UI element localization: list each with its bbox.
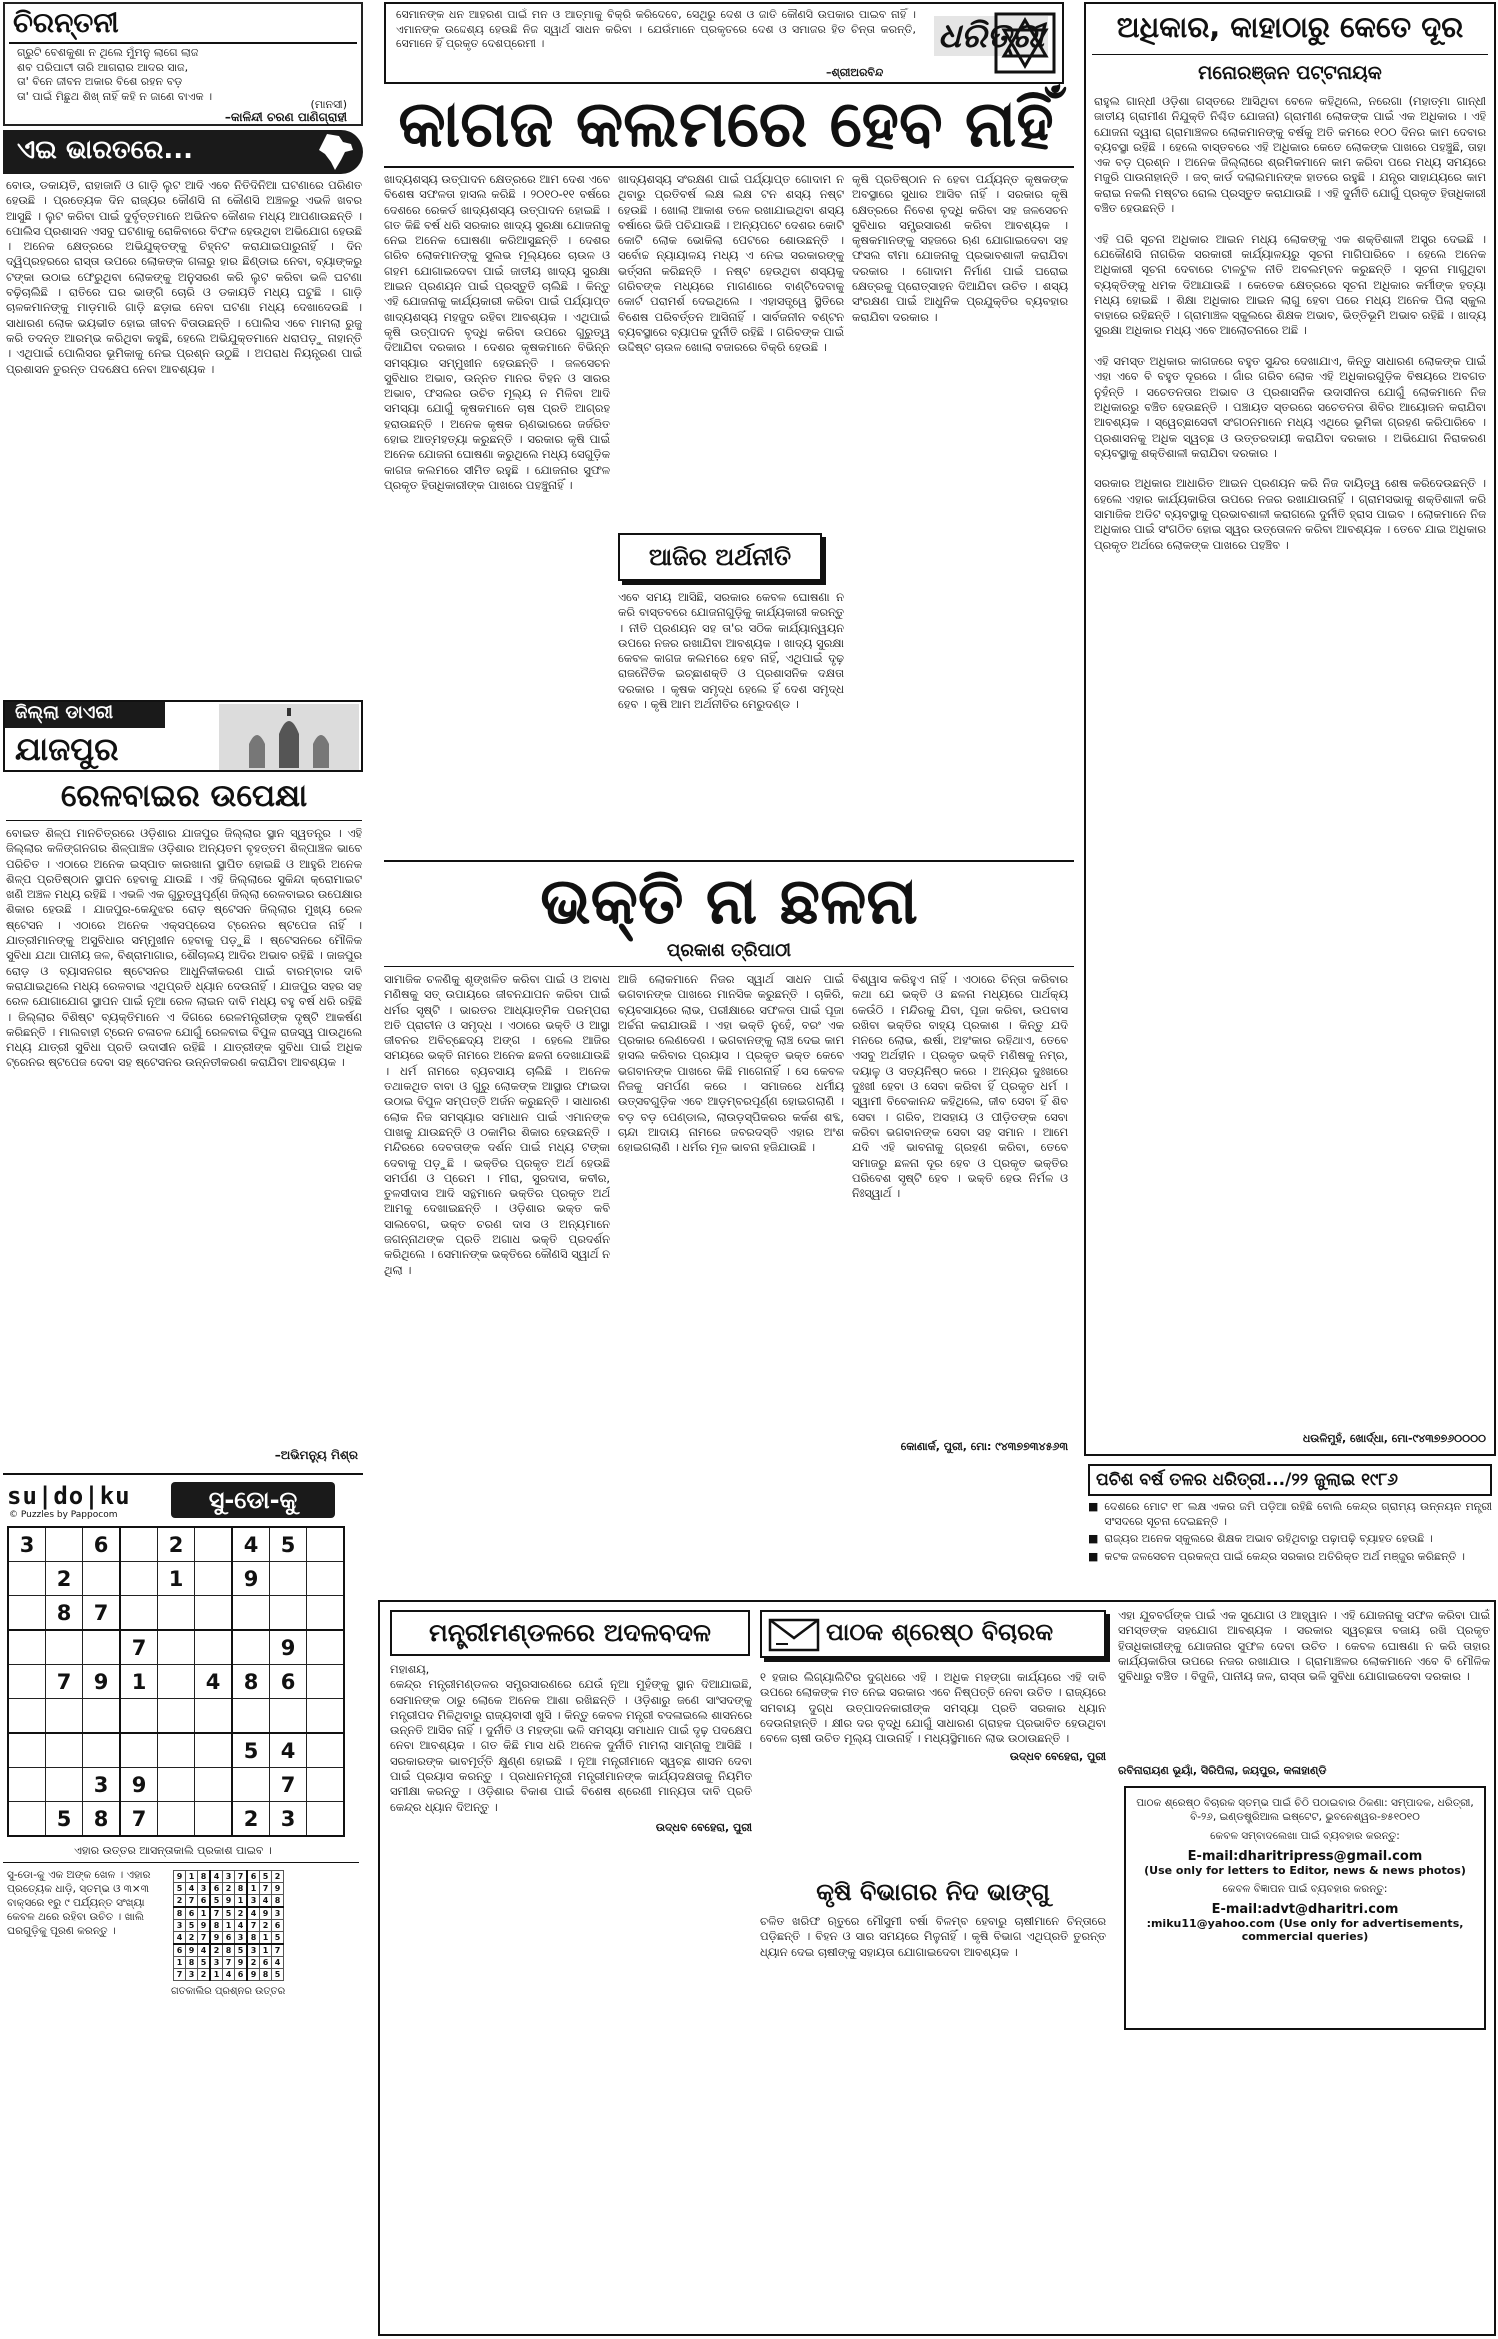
sudoku-answer-cell: 5 [272,1969,284,1981]
sudoku-answer-cell: 8 [174,1907,186,1920]
sudoku-cell[interactable] [307,1665,345,1699]
sudoku-answer-cell: 5 [235,1944,248,1957]
sudoku-cell[interactable] [158,1802,195,1837]
sudoku-cell[interactable]: 8 [83,1802,121,1837]
adhikara-headline: ଅଧିକାର, କାହାଠାରୁ କେତେ ଦୂର [1116,10,1464,44]
sudoku-answer-cell: 1 [223,1920,235,1932]
krushi-body: ଚଳିତ ଖରିଫ ଋତୁରେ ମୌସୁମୀ ବର୍ଷା ବିଳମ୍ବ ହେବାରୁ ଚାଷୀମାନେ ଚିନ୍ତାରେ ପଡ଼ିଛନ୍ତି । ବିହନ ଓ ସାର ସମୟରେ ମିଳୁନାହିଁ । କୃଷି ବିଭାଗ ଏଥିପ୍ରତି ତୁରନ୍ତ ଧ୍ୟାନ ଦେଇ ଚାଷୀଙ୍କୁ ସହାୟତା ଯୋଗାଇଦେବା ଆବଶ୍ୟକ । [760,1914,1106,1959]
sudoku-answer-cell: 4 [260,1895,272,1908]
cabinet-title: ମନ୍ତ୍ରୀମଣ୍ଡଳରେ ଅଦଳବଦଳ [390,1610,750,1656]
ei-bharatare-body-column [6,178,362,698]
sudoku-cell[interactable]: 7 [83,1596,121,1631]
sudoku-answer-cell: 3 [247,1895,260,1908]
bhakti-col2-text: ଆଜି ଲୋକମାନେ ନିଜର ସ୍ୱାର୍ଥ ସାଧନ ପାଇଁ ଭଗବାନଙ୍କ ପାଖରେ ମାନସିକ କରୁଛନ୍ତି । ଚାକିରି, ବ୍ୟବସାୟରେ ଲାଭ, ପରୀକ୍ଷାରେ ସଫଳତା ପାଇଁ ପୂଜା ଅର୍ଚ୍ଚନା କରାଯାଉଛି । ଏହା ଭକ୍ତି ନୁହେଁ, ବରଂ ଏକ ପ୍ରକାର ଲେଣଦେଣ । ଭଗବାନଙ୍କୁ ଲାଞ୍ଚ ଦେଇ କାମ ହାସଲ କରିବାର ପ୍ରୟାସ । ପ୍ରକୃତ ଭକ୍ତ କେବେ ଭଗବାନଙ୍କ ପାଖରେ କିଛି ମାଗେନାହିଁ । ସେ କେବଳ ନିଜକୁ ସମର୍ପଣ କରେ । ସମାଜରେ ଧର୍ମୀୟ ଉତ୍ସବଗୁଡ଼ିକ ଏବେ ଆଡ଼ମ୍ବରପୂର୍ଣ୍ଣ ହୋଇଗଲାଣି । ବଡ଼ ବଡ଼ ପେଣ୍ଡାଲ, ଲାଉଡ଼ସ୍ପିକରର କର୍କଶ ଶବ୍ଦ, ଚାନ୍ଦା ଆଦାୟ ନାମରେ ଜବରଦସ୍ତି ଏହାର ଅଂଶ ହୋଇଗଲାଣି । ଧର୍ମର ମୂଳ ଭାବନା ହଜିଯାଉଛି । [618,972,844,1155]
railway-body: ବୋଇତ ଶିଳ୍ପ ମାନଚିତ୍ରରେ ଓଡ଼ିଶାର ଯାଜପୁର ଜିଲ୍ଲାର ସ୍ଥାନ ସ୍ୱତନ୍ତ୍ର । ଏହି ଜିଲ୍ଲାର କଳିଙ୍ଗନଗର ଶିଳ୍ପାଞ୍ଚଳ ଓଡ଼ିଶାର ଅନ୍ୟତମ ବୃହତ୍ତମ ଶିଳ୍ପାଞ୍ଚଳ ଭାବେ ପରିଚିତ । ଏଠାରେ ଅନେକ ଇସ୍ପାତ କାରଖାନା ସ୍ଥାପିତ ହୋଇଛି ଓ ଆହୁରି ଅନେକ ଶିଳ୍ପ ପ୍ରତିଷ୍ଠାନ ସ୍ଥାପନ ହେବାକୁ ଯାଉଛି । ଏହି ଜିଲ୍ଲାରେ ସୁକିନ୍ଦା କ୍ରୋମାଇଟ ଖଣି ଅଞ୍ଚଳ ମଧ୍ୟ ରହିଛି । ଏଭଳି ଏକ ଗୁରୁତ୍ୱପୂର୍ଣ୍ଣ ଜିଲ୍ଲା ରେଳବାଇର ଉପେକ୍ଷାର ଶିକାର ହେଉଛି । ଯାଜପୁର-କେନ୍ଦୁଝର ରୋଡ଼ ଷ୍ଟେସନ ଜିଲ୍ଲାର ମୁଖ୍ୟ ରେଳ ଷ୍ଟେସନ । ଏଠାରେ ଅନେକ ଏକ୍ସପ୍ରେସ ଟ୍ରେନର ଷ୍ଟପେଜ ନାହିଁ । ଯାତ୍ରୀମାନଙ୍କୁ ଅସୁବିଧାର ସମ୍ମୁଖୀନ ହେବାକୁ ପଡ଼ୁଛି । ଷ୍ଟେସନରେ ମୌଳିକ ସୁବିଧା ଯଥା ପାନୀୟ ଜଳ, ବିଶ୍ରାମାଗାର, ଶୌଚାଳୟ ଆଦିର ଅଭାବ ରହିଛି । ଜାଜପୁର ରୋଡ଼ ଓ ବ୍ୟାସନଗର ଷ୍ଟେସନର ଆଧୁନିକୀକରଣ ପାଇଁ ବାରମ୍ବାର ଦାବି କରାଯାଇଥିଲେ ମଧ୍ୟ ରେଳବାଇ ଏଥିପ୍ରତି ଧ୍ୟାନ ଦେଉନାହିଁ । ଯାଜପୁର ସହର ସହ ରେଳ ଯୋଗାଯୋଗ ସ୍ଥାପନ ପାଇଁ ନୂଆ ରେଳ ଲାଇନ ଦାବି ମଧ୍ୟ ବହୁ ବର୍ଷ ଧରି ରହିଛି । ଜିଲ୍ଲାର ବିଶିଷ୍ଟ ବ୍ୟକ୍ତିମାନେ ଏ ଦିଗରେ ରେଳମନ୍ତ୍ରୀଙ୍କ ଦୃଷ୍ଟି ଆକର୍ଷଣ କରିଛନ୍ତି । ମାଲବାହୀ ଟ୍ରେନ ଚଳାଚଳ ଯୋଗୁଁ ରେଳବାଇ ବିପୁଳ ରାଜସ୍ୱ ପାଉଥିଲେ ମଧ୍ୟ ଯାତ୍ରୀ ସୁବିଧା ପ୍ରତି ଉଦାସୀନ ରହିଛି । ଯାତ୍ରୀଙ୍କ ସୁବିଧା ପାଇଁ ଅଧିକ ଟ୍ରେନର ଷ୍ଟପେଜ ଦେବା ସହ ଷ୍ଟେସନର ଉନ୍ନତୀକରଣ କରାଯିବା ଆବଶ୍ୟକ । [6,826,362,1070]
sudoku-answer-cell: 4 [198,1944,211,1957]
chirantani-source: (ମାନସୀ) [310,98,347,111]
sudoku-cell[interactable]: 2 [158,1527,195,1562]
sudoku-answer-cell: 6 [210,1883,223,1895]
editorial-col2-top [618,172,844,527]
cabinet-body: ମହାଶୟ, କେନ୍ଦ୍ର ମନ୍ତ୍ରୀମଣ୍ଡଳର ସମ୍ପ୍ରସାରଣରେ ଯେଉଁ ନୂଆ ମୁହଁଙ୍କୁ ସ୍ଥାନ ଦିଆଯାଇଛି, ସେମାନଙ୍କ ଠାରୁ ଲୋକେ ଅନେକ ଆଶା ରଖିଛନ୍ତି । ଓଡ଼ିଶାରୁ ଜଣେ ସାଂସଦଙ୍କୁ ମନ୍ତ୍ରୀପଦ ମିଳିଥିବାରୁ ରାଜ୍ୟବାସୀ ଖୁସି । କିନ୍ତୁ କେବଳ ମନ୍ତ୍ରୀ ବଦଳାଇଲେ ଶାସନରେ ଉନ୍ନତି ଆସିବ ନାହିଁ । ଦୁର୍ନୀତି ଓ ମହଙ୍ଗା ଭଳି ସମସ୍ୟା ସମାଧାନ ପାଇଁ ଦୃଢ଼ ପଦକ୍ଷେପ ନେବା ଆବଶ୍ୟକ । ଗତ କିଛି ମାସ ଧରି ଅନେକ ଦୁର୍ନୀତି ମାମଲା ସାମ୍ନାକୁ ଆସିଛି । ସରକାରଙ୍କ ଭାବମୂର୍ତ୍ତି କ୍ଷୁଣ୍ଣ ହୋଇଛି । ନୂଆ ମନ୍ତ୍ରୀମାନେ ସ୍ୱଚ୍ଛ ଶାସନ ଦେବା ପାଇଁ ପ୍ରୟାସ କରନ୍ତୁ । ପ୍ରଧାନମନ୍ତ୍ରୀ ମନ୍ତ୍ରୀମାନଙ୍କ କାର୍ଯ୍ୟଦକ୍ଷତାକୁ ନିୟମିତ ସମୀକ୍ଷା କରନ୍ତୁ । ଓଡ଼ିଶାର ବିକାଶ ପାଇଁ ବିଶେଷ ଶ୍ରେଣୀ ମାନ୍ୟତା ଦାବି ପ୍ରତି କେନ୍ଦ୍ର ଧ୍ୟାନ ଦିଅନ୍ତୁ । [390,1662,752,1814]
editorial-col1-text: ଖାଦ୍ୟଶସ୍ୟ ଉତ୍ପାଦନ କ୍ଷେତ୍ରରେ ଆମ ଦେଶ ଏବେ ବିଶେଷ ସଫଳତା ହାସଲ କରିଛି । ୨୦୧୦-୧୧ ବର୍ଷରେ ଦେଶରେ ରେକର୍ଡ ଖାଦ୍ୟଶସ୍ୟ ଉତ୍ପାଦନ ହୋଇଛି । ଗତ କିଛି ବର୍ଷ ଧରି ସରକାର ଖାଦ୍ୟ ସୁରକ୍ଷା ଯୋଜନାକୁ ନେଇ ଅନେକ ଘୋଷଣା କରିଆସୁଛନ୍ତି । ଦେଶର ଗରିବ ଲୋକମାନଙ୍କୁ ସୁଲଭ ମୂଲ୍ୟରେ ଚାଉଳ ଓ ଗହମ ଯୋଗାଇଦେବା ପାଇଁ ଜାତୀୟ ଖାଦ୍ୟ ସୁରକ୍ଷା ଆଇନ ପ୍ରଣୟନ ପାଇଁ ପ୍ରସ୍ତୁତି ଚାଲିଛି । କିନ୍ତୁ ଏହି ଯୋଜନାକୁ କାର୍ଯ୍ୟକାରୀ କରିବା ପାଇଁ ପର୍ଯ୍ୟାପ୍ତ ଖାଦ୍ୟଶସ୍ୟ ମହଜୁଦ ରହିବା ଆବଶ୍ୟକ । ଏଥିପାଇଁ କୃଷି ଉତ୍ପାଦନ ବୃଦ୍ଧି କରିବା ଉପରେ ଗୁରୁତ୍ୱ ଦିଆଯିବା ଦରକାର । ଦେଶର କୃଷକମାନେ ବିଭିନ୍ନ ସମସ୍ୟାର ସମ୍ମୁଖୀନ ହେଉଛନ୍ତି । ଜଳସେଚନ ସୁବିଧାର ଅଭାବ, ଉନ୍ନତ ମାନର ବିହନ ଓ ସାରର ଅଭାବ, ଫସଲର ଉଚିତ ମୂଲ୍ୟ ନ ମିଳିବା ଆଦି ସମସ୍ୟା ଯୋଗୁଁ କୃଷକମାନେ ଚାଷ ପ୍ରତି ଆଗ୍ରହ ହରାଉଛନ୍ତି । ଅନେକ କୃଷକ ଋଣଭାରରେ ଜର୍ଜରିତ ହୋଇ ଆତ୍ମହତ୍ୟା କରୁଛନ୍ତି । ସରକାର କୃଷି ପାଇଁ ଅନେକ ଯୋଜନା ଘୋଷଣା କରୁଥିଲେ ମଧ୍ୟ ସେଗୁଡ଼ିକ କାଗଜ କଲମରେ ସୀମିତ ରହୁଛି । ଯୋଜନାର ସୁଫଳ ପ୍ରକୃତ ହିତାଧିକାରୀଙ୍କ ପାଖରେ ପହଞ୍ଚୁନାହିଁ । [384,172,610,492]
sudoku-answer-cell: 8 [272,1895,284,1908]
sudoku-answer-cell: 7 [260,1883,272,1895]
zilla-diary-label: ଜିଲ୍ଲା ଡାଏରୀ [5,702,165,728]
sudoku-answer-cell: 1 [210,1969,223,1981]
cabinet-signature: ଉଦ୍ଧବ ବେହେରା, ପୁରୀ [655,1820,752,1834]
aspiration-column [1118,1608,1490,1758]
sudoku-cell[interactable]: 8 [232,1665,270,1699]
sudoku-cell[interactable]: 4 [232,1527,270,1562]
sudoku-cell[interactable]: 5 [270,1527,307,1562]
sudoku-cell[interactable] [120,1699,158,1734]
sudoku-cell[interactable] [158,1596,195,1631]
cabinet-body-column [390,1662,752,2332]
sudoku-answer-cell: 4 [272,1957,284,1969]
sudoku-cell[interactable] [195,1630,233,1665]
sudoku-answer-cell: 7 [186,1895,198,1908]
sudoku-answer-cell: 9 [210,1932,223,1945]
sudoku-cell[interactable] [158,1733,195,1768]
editorial-col2-bottom [618,590,844,856]
sudoku-cell[interactable] [8,1699,46,1734]
sudoku-cell[interactable]: 3 [8,1527,46,1562]
past-item-text: କଟକ ଜଳସେଚନ ପ୍ରକଳ୍ପ ପାଇଁ କେନ୍ଦ୍ର ସରକାର ଅତିରିକ୍ତ ଅର୍ଥ ମଞ୍ଜୁର କରିଛନ୍ତି । [1104,1549,1465,1563]
sudoku-cell[interactable]: 9 [232,1562,270,1596]
aspiration-body: ଏହା ଯୁବବର୍ଗଙ୍କ ପାଇଁ ଏକ ସୁଯୋଗ ଓ ଆହ୍ୱାନ । ଏହି ଯୋଜନାକୁ ସଫଳ କରିବା ପାଇଁ ସମସ୍ତଙ୍କ ସହଯୋଗ ଆବଶ୍ୟକ । ସରକାର ସ୍ୱଚ୍ଛତା ବଜାୟ ରଖି ପ୍ରକୃତ ହିତାଧିକାରୀଙ୍କୁ ଯୋଜନାର ସୁଫଳ ଦେବା ଉଚିତ । କେବଳ ଘୋଷଣା ନ କରି ତାହାର କାର୍ଯ୍ୟକାରିତା ଉପରେ ନଜର ରଖାଯାଉ । ଗ୍ରାମାଞ୍ଚଳର ଲୋକମାନେ ଏବେ ବି ମୌଳିକ ସୁବିଧାରୁ ବଞ୍ଚିତ । ବିଜୁଳି, ପାନୀୟ ଜଳ, ରାସ୍ତା ଭଳି ସୁବିଧା ଯୋଗାଇଦେବା ଦରକାର । [1118,1608,1490,1684]
adhikara-address: ଧଉଳିମୁହଁ, ଖୋର୍ଦ୍ଧା, ମୋ-୯୪୩୭୭୬୦୦୦୦ [1302,1432,1486,1445]
sudoku-answer-cell: 2 [186,1932,198,1945]
ei-bharatare-title: ଏଇ ଭାରତରେ... [17,135,193,165]
sudoku-answer-cell: 7 [223,1957,235,1969]
sudoku-answer-cell: 4 [223,1969,235,1981]
contact-box [1124,1786,1486,2030]
sudoku-cell[interactable]: 7 [120,1630,158,1665]
sudoku-cell[interactable] [195,1699,233,1734]
sudoku-cell[interactable] [158,1768,195,1802]
sudoku-cell[interactable] [232,1699,270,1734]
envelope-icon [768,1618,820,1652]
adhikara-author: ମନୋରଞ୍ଜନ ପଟ୍ଟନାୟକ [1198,62,1382,84]
sudoku-cell[interactable]: 6 [270,1665,307,1699]
sudoku-answer-cell: 6 [272,1920,284,1932]
pathaka-body-column [760,1670,1106,1870]
sudoku-cell[interactable] [120,1596,158,1631]
sudoku-answer-cell: 8 [186,1957,198,1969]
sudoku-answer-cell: 8 [223,1944,235,1957]
sudoku-cell[interactable] [307,1802,345,1837]
sudoku-cell[interactable] [195,1596,233,1631]
bhakti-col1 [384,972,610,1452]
sudoku-answer-cell: 4 [235,1920,248,1932]
adhikara-body-column [1094,94,1486,1424]
sudoku-answer-cell: 5 [210,1895,223,1908]
sudoku-cell[interactable] [307,1527,345,1562]
bhakti-address: କୋଣାର୍କ, ପୁରୀ, ମୋ: ୯୪୩୭୭୩୪୫୬୩ [900,1440,1068,1453]
sudoku-cell[interactable]: 2 [46,1562,83,1596]
sudoku-cell[interactable]: 5 [46,1802,83,1837]
sudoku-answer-cell: 1 [260,1932,272,1945]
sudoku-answer-cell: 5 [198,1957,211,1969]
sudoku-answer-cell: 6 [235,1969,248,1981]
sudoku-cell[interactable] [307,1733,345,1768]
sudoku-cell[interactable] [307,1768,345,1802]
sudoku-cell[interactable] [232,1768,270,1802]
contact-ad-label: କେବଳ ବିଜ୍ଞାପନ ପାଇଁ ବ୍ୟବହାର କରନ୍ତୁ: [1222,1883,1388,1895]
sudoku-cell[interactable]: 7 [120,1802,158,1837]
masthead-name: ଧରିତ୍ରୀ [934,16,1048,56]
sudoku-answer-cell: 3 [272,1907,284,1920]
sudoku-cell[interactable] [195,1733,233,1768]
contact-email-ad[interactable]: E-mail:advt@dharitri.com [1211,1902,1399,1917]
sudoku-cell[interactable] [158,1665,195,1699]
sudoku-cell[interactable]: 6 [83,1527,121,1562]
sudoku-rules: ସୁ-ଡୋ-କୁ ଏକ ଅଙ୍କ ଖେଳ । ଏହାର ପ୍ରତ୍ୟେକ ଧାଡ଼ି, ସ୍ତମ୍ଭ ଓ ୩×୩ ବାକ୍ସରେ ୧ରୁ ୯ ପର୍ଯ୍ୟନ୍ତ ସଂଖ୍ୟା କେବଳ ଥରେ ରହିବା ଉଚିତ । ଖାଲି ଘରଗୁଡ଼ିକୁ ପୂରଣ କରନ୍ତୁ । [7,1869,151,1937]
sudoku-answer-cell: 8 [235,1883,248,1895]
sudoku-answer-cell: 3 [247,1944,260,1957]
chirantani-title: ଚିରନ୍ତନୀ [13,6,119,39]
aajira-arthaniti-box [618,533,822,581]
sudoku-cell[interactable] [307,1562,345,1596]
sudoku-answer-cell: 1 [174,1957,186,1969]
sudoku-cell[interactable] [46,1768,83,1802]
letters-section [378,1600,1496,2336]
zilla-diary-district: ଯାଜପୁର [15,730,119,768]
editorial-col2b-text: ଏବେ ସମୟ ଆସିଛି, ସରକାର କେବଳ ଘୋଷଣା ନ କରି ବାସ୍ତବରେ ଯୋଜନାଗୁଡ଼ିକୁ କାର୍ଯ୍ୟକାରୀ କରନ୍ତୁ । ନୀତି ପ୍ରଣୟନ ସହ ତା'ର ସଠିକ କାର୍ଯ୍ୟାନ୍ୱୟନ ଉପରେ ନଜର ରଖାଯିବା ଆବଶ୍ୟକ । ଖାଦ୍ୟ ସୁରକ୍ଷା କେବଳ କାଗଜ କଲମରେ ହେବ ନାହିଁ, ଏଥିପାଇଁ ଦୃଢ଼ ରାଜନୈତିକ ଇଚ୍ଛାଶକ୍ତି ଓ ପ୍ରଶାସନିକ ଦକ୍ଷତା ଦରକାର । କୃଷକ ସମୃଦ୍ଧ ହେଲେ ହିଁ ଦେଶ ସମୃଦ୍ଧ ହେବ । କୃଷି ଆମ ଅର୍ଥନୀତିର ମେରୁଦଣ୍ଡ । [618,590,844,712]
pathaka-signature: ଉଦ୍ଧବ ବେହେରା, ପୁରୀ [1009,1750,1106,1764]
ei-bharatare-banner [3,130,363,174]
sudoku-answer-cell: 7 [247,1920,260,1932]
sudoku-answer-cell: 6 [198,1895,211,1908]
sudoku-cell[interactable] [8,1596,46,1631]
sudoku-credit: © Puzzles by Pappocom [9,1510,118,1520]
sudoku-answer-cell: 4 [210,1871,223,1883]
editorial-col3 [852,172,1068,856]
sudoku-answer-cell: 1 [235,1895,248,1908]
sudoku-cell[interactable] [120,1733,158,1768]
sudoku-answer-cell: 3 [223,1871,235,1883]
sudoku-cell[interactable]: 1 [158,1562,195,1596]
sudoku-answer-cell: 8 [260,1969,272,1981]
sudoku-cell[interactable]: 7 [270,1768,307,1802]
sudoku-answer-cell: 7 [174,1969,186,1981]
sudoku-cell[interactable]: 7 [46,1665,83,1699]
sudoku-cell[interactable] [195,1527,233,1562]
chirantani-quote: ଗ୍ରୁଟି ବେଶକୁଶା ନ ଥିଲେ ମୁଁମନୁ ଲାଗେ ଲାଜ ଶବ ପରିପାଟୀ ତାରି ଆଗରାର ଆଦର ସାଜ, ତା' ବିନେ ଜୀବନ ଅକାର ବିଶେ ରହନ ବଡ଼ ତା' ପାଇଁ ମିଛୁଥ ଶିଖ୍ ନାହିଁ କହି ନ ଜାଣେ ବାଏକ । [17,46,213,103]
sudoku-answer-cell: 1 [186,1871,198,1883]
sudoku-cell[interactable] [8,1665,46,1699]
sudoku-cell[interactable] [83,1562,121,1596]
sudoku-answer-cell: 6 [223,1932,235,1945]
sudoku-answer-cell: 3 [186,1969,198,1981]
sudoku-grid[interactable] [7,1526,345,1837]
sudoku-answer-cell: 7 [235,1871,248,1883]
sudoku-answer-cell: 9 [247,1969,260,1981]
sudoku-cell[interactable] [46,1527,83,1562]
sudoku-answer-cell: 5 [223,1907,235,1920]
sudoku-answer-cell: 3 [174,1920,186,1932]
sudoku-cell[interactable]: 4 [270,1733,307,1768]
sudoku-answer-cell: 3 [235,1932,248,1945]
sudoku-answer-cell: 9 [174,1871,186,1883]
sudoku-cell[interactable]: 9 [83,1665,121,1699]
sudoku-answer-cell: 1 [260,1944,272,1957]
sudoku-answer-cell: 2 [210,1944,223,1957]
sudoku-answer-cell: 8 [247,1932,260,1945]
sudoku-cell[interactable] [8,1630,46,1665]
pathaka-body: ୧ ହଜାର ଲିଗ୍ୟାଲିଟିର ଦୁଗ୍ଧରେ ଏହି । ଅଧିକ ମହଙ୍ଗା କାର୍ଯ୍ୟରେ ଏହି ଦାବି ଉପରେ ଲୋକଙ୍କ ମତ ନେଇ ସରକାର ଏବେ ନିଷ୍ପତ୍ତି ନେବା ଉଚିତ । ରାଜ୍ୟରେ ସମବାୟ ଦୁଗ୍ଧ ଉତ୍ପାଦନକାରୀଙ୍କ ସମସ୍ୟା ପ୍ରତି ସରକାର ଧ୍ୟାନ ଦେଉନାହାନ୍ତି । କ୍ଷୀର ଦର ବୃଦ୍ଧି ଯୋଗୁଁ ସାଧାରଣ ଗ୍ରାହକ ପ୍ରଭାବିତ ହେଉଥିବା ବେଳେ ଚାଷୀ ଉଚିତ ମୂଲ୍ୟ ପାଉନାହିଁ । ମଧ୍ୟସ୍ଥିମାନେ ଲାଭ ଉଠାଉଛନ୍ତି । [760,1670,1106,1746]
bhakti-author: ପ୍ରକାଶ ତ୍ରିପାଠୀ [666,940,792,961]
sudoku-cell[interactable] [8,1562,46,1596]
sudoku-cell[interactable] [83,1699,121,1734]
sudoku-cell[interactable] [8,1733,46,1768]
sudoku-answer-cell: 7 [210,1907,223,1920]
editorial-col1 [384,172,610,856]
editorial-col2-text: ଖାଦ୍ୟଶସ୍ୟ ସଂରକ୍ଷଣ ପାଇଁ ପର୍ଯ୍ୟାପ୍ତ ଗୋଦାମ ନ ଥିବାରୁ ପ୍ରତିବର୍ଷ ଲକ୍ଷ ଲକ୍ଷ ଟନ ଶସ୍ୟ ନଷ୍ଟ ହେଉଛି । ଖୋଲା ଆକାଶ ତଳେ ରଖାଯାଇଥିବା ଶସ୍ୟ ବର୍ଷାରେ ଭିଜି ପଚିଯାଉଛି । ଅନ୍ୟପଟେ ଦେଶର କୋଟି କୋଟି ଲୋକ ଭୋକିଲା ପେଟରେ ଶୋଉଛନ୍ତି । ସର୍ବୋଚ୍ଚ ନ୍ୟାୟାଳୟ ମଧ୍ୟ ଏ ନେଇ ସରକାରଙ୍କୁ ଭର୍ତ୍ସନା କରିଛନ୍ତି । ନଷ୍ଟ ହେଉଥିବା ଶସ୍ୟକୁ ଗରିବଙ୍କ ମଧ୍ୟରେ ମାଗଣାରେ ବାଣ୍ଟିଦେବାକୁ କୋର୍ଟ ପରାମର୍ଶ ଦେଇଥିଲେ । ଏହାସତ୍ତ୍ୱେ ସ୍ଥିତିରେ ବିଶେଷ ପରିବର୍ତ୍ତନ ଆସିନାହିଁ । ସାର୍ବଜନୀନ ବଣ୍ଟନ ବ୍ୟବସ୍ଥାରେ ବ୍ୟାପକ ଦୁର୍ନୀତି ରହିଛି । ଗରିବଙ୍କ ପାଇଁ ଉଦ୍ଦିଷ୍ଟ ଚାଉଳ ଖୋଲା ବଜାରରେ ବିକ୍ରି ହେଉଛି । [618,172,844,355]
sudoku-cell[interactable] [46,1630,83,1665]
pathaka-title: ପାଠକ ଶ୍ରେଷ୍ଠ ବିଚାରକ [826,1618,1054,1646]
krushi-title: କୃଷି ବିଭାଗର ନିଦ ଭାଙ୍ଗୁ [816,1878,1050,1906]
past-item [1088,1500,1492,1529]
sudoku-brand: su|do|ku [7,1482,131,1510]
contact-email-editorial[interactable]: E-mail:dharitripress@gmail.com [1187,1849,1423,1864]
sudoku-cell[interactable] [307,1630,345,1665]
sudoku-answer-cell: 6 [247,1871,260,1883]
sudoku-title: ସୁ-ଡୋ-କୁ [171,1482,335,1518]
sudoku-cell[interactable] [270,1596,307,1631]
sudoku-answer-cell: 2 [272,1871,284,1883]
sudoku-answer-cell: 8 [210,1920,223,1932]
railway-author: –ଅଭିମନ୍ୟୁ ମିଶ୍ର [274,1448,358,1462]
sudoku-cell[interactable] [46,1699,83,1734]
sudoku-cell[interactable]: 9 [120,1768,158,1802]
sudoku-answer-cell: 6 [260,1957,272,1969]
sudoku-answer-cell: 1 [198,1907,211,1920]
contact-email-ad2[interactable]: :miku11@yahoo.com (Use only for advertisements, commercial queries) [1146,1917,1464,1943]
sudoku-answer-cell: 7 [198,1932,211,1945]
adhikara-body: ରାହୁଲ ଗାନ୍ଧୀ ଓଡ଼ିଶା ଗସ୍ତରେ ଆସିଥିବା ବେଳେ କହିଥିଲେ, ନରେଗା (ମହାତ୍ମା ଗାନ୍ଧୀ ଜାତୀୟ ଗ୍ରାମୀଣ ନିଯୁକ୍ତି ନିଶ୍ଚିତ ଯୋଜନା) ଗ୍ରାମୀଣ ଲୋକଙ୍କ ପାଇଁ ଏକ ଅଧିକାର । ଏହି ଯୋଜନା ଦ୍ୱାରା ଗ୍ରାମାଞ୍ଚଳର ଲୋକମାନଙ୍କୁ ବର୍ଷକୁ ଅତି କମରେ ୧୦୦ ଦିନର କାମ ଦେବାର ବ୍ୟବସ୍ଥା ରହିଛି । ହେଲେ ବାସ୍ତବରେ ଏହି ଅଧିକାର କେତେ ଲୋକଙ୍କ ପାଖରେ ପହଞ୍ଚୁଛି, ତାହା ଏକ ବଡ଼ ପ୍ରଶ୍ନ । ଅନେକ ଜିଲ୍ଲାରେ ଶ୍ରମିକମାନେ କାମ କରିବା ପରେ ମଧ୍ୟ ସମୟରେ ମଜୁରି ପାଉନାହାନ୍ତି । ଜବ୍ କାର୍ଡ ଦଲାଲମାନଙ୍କ ହାତରେ ରହୁଛି । ଯନ୍ତ୍ର ସାହାଯ୍ୟରେ କାମ କରାଇ ନକଲି ମଷ୍ଟର ରୋଲ ପ୍ରସ୍ତୁତ କରାଯାଉଛି । ଏହି ଦୁର୍ନୀତି ଯୋଗୁଁ ପ୍ରକୃତ ହିତାଧିକାରୀ ବଞ୍ଚିତ ହେଉଛନ୍ତି । ଏହି ପରି ସୂଚନା ଅଧିକାର ଆଇନ ମଧ୍ୟ ଲୋକଙ୍କୁ ଏକ ଶକ୍ତିଶାଳୀ ଅସ୍ତ୍ର ଦେଇଛି । ଯେକୌଣସି ନାଗରିକ ସରକାରୀ କାର୍ଯ୍ୟାଳୟରୁ ସୂଚନା ମାଗିପାରିବେ । ହେଲେ ଅନେକ ଅଧିକାରୀ ସୂଚନା ଦେବାରେ ଟାଳଟୁଳ ନୀତି ଅବଲମ୍ବନ କରୁଛନ୍ତି । ସୂଚନା ମାଗୁଥିବା ବ୍ୟକ୍ତିଙ୍କୁ ଧମକ ଦିଆଯାଉଛି । କେତେକ କ୍ଷେତ୍ରରେ ସୂଚନା ଅଧିକାର କର୍ମୀଙ୍କ ହତ୍ୟା ମଧ୍ୟ ହୋଇଛି । ଶିକ୍ଷା ଅଧିକାର ଆଇନ ଲାଗୁ ହେବା ପରେ ମଧ୍ୟ ଅନେକ ପିଲା ସ୍କୁଲ ବାହାରେ ରହିଛନ୍ତି । ଗ୍ରାମାଞ୍ଚଳ ସ୍କୁଲରେ ଶିକ୍ଷକ ଅଭାବ, ଭିତ୍ତିଭୂମି ଅଭାବ ରହିଛି । ଖାଦ୍ୟ ସୁରକ୍ଷା ଅଧିକାର ମଧ୍ୟ ଏବେ ଆଲୋଚନାରେ ଅଛି । ଏହି ସମସ୍ତ ଅଧିକାର କାଗଜରେ ବହୁତ ସୁନ୍ଦର ଦେଖାଯାଏ, କିନ୍ତୁ ସାଧାରଣ ଲୋକଙ୍କ ପାଇଁ ଏହା ଏବେ ବି ବହୁତ ଦୂରରେ । ଗାଁର ଗରିବ ଲୋକ ଏହି ଅଧିକାରଗୁଡ଼ିକ ବିଷୟରେ ଅବଗତ ନୁହଁନ୍ତି । ସଚେତନତାର ଅଭାବ ଓ ପ୍ରଶାସନିକ ଉଦାସୀନତା ଯୋଗୁଁ ଲୋକମାନେ ନିଜ ଅଧିକାରରୁ ବଞ୍ଚିତ ହେଉଛନ୍ତି । ପଞ୍ଚାୟତ ସ୍ତରରେ ସଚେତନତା ଶିବିର ଆୟୋଜନ କରାଯିବା ଆବଶ୍ୟକ । ସ୍ୱେଚ୍ଛାସେବୀ ସଂଗଠନମାନେ ମଧ୍ୟ ଏଥିରେ ଭୂମିକା ଗ୍ରହଣ କରିପାରିବେ । ପ୍ରଶାସନକୁ ଅଧିକ ସ୍ୱଚ୍ଛ ଓ ଉତ୍ତରଦାୟୀ କରାଯିବା ଦରକାର । ଅଭିଯୋଗ ନିରାକରଣ ବ୍ୟବସ୍ଥାକୁ ଶକ୍ତିଶାଳୀ କରାଯିବା ଦରକାର । ସରକାର ଅଧିକାର ଆଧାରିତ ଆଇନ ପ୍ରଣୟନ କରି ନିଜ ଦାୟିତ୍ୱ ଶେଷ କରିଦେଉଛନ୍ତି । ହେଲେ ଏହାର କାର୍ଯ୍ୟକାରିତା ଉପରେ ନଜର ରଖାଯାଉନାହିଁ । ଗ୍ରାମସଭାକୁ ଶକ୍ତିଶାଳୀ କରି ସାମାଜିକ ଅଡିଟ ବ୍ୟବସ୍ଥାକୁ ପ୍ରଭାବଶାଳୀ କରାଗଲେ ଦୁର୍ନୀତି ହ୍ରାସ ପାଇବ । ଲୋକମାନେ ନିଜ ଅଧିକାର ପାଇଁ ସଂଗଠିତ ହୋଇ ସ୍ୱର ଉତ୍ତୋଳନ କରିବା ଆବଶ୍ୟକ । ତେବେ ଯାଇ ଅଧିକାର ପ୍ରକୃତ ଅର୍ଥରେ ଲୋକଙ୍କ ପାଖରେ ପହଞ୍ଚିବ । [1094,94,1486,552]
sudoku-answer-cell: 9 [198,1920,211,1932]
sudoku-cell[interactable]: 3 [270,1802,307,1837]
sudoku-answer-cell: 5 [260,1871,272,1883]
sudoku-answer-cell: 2 [174,1895,186,1908]
past-title: ପଚିଶ ବର୍ଷ ତଳର ଧରିତ୍ରୀ.../୨୨ ଜୁଲାଇ ୧୯୮୬ [1088,1464,1492,1496]
sudoku-cell[interactable] [232,1596,270,1631]
sudoku-answer-cell: 3 [210,1957,223,1969]
sudoku-answer-cell: 7 [272,1944,284,1957]
temple-icon [219,704,359,770]
bhakti-col1-text: ସାମାଜିକ ଚଳଣିକୁ ଶୃଙ୍ଖଳିତ କରିବା ପାଇଁ ଓ ଅବାଧ ମଣିଷକୁ ସତ୍ ଉପାୟରେ ଜୀବନଯାପନ କରିବା ପାଇଁ ଧର୍ମର ସୃଷ୍ଟି । ଭାରତର ଆଧ୍ୟାତ୍ମିକ ପରମ୍ପରା ଅତି ପ୍ରାଚୀନ ଓ ସମୃଦ୍ଧ । ଏଠାରେ ଭକ୍ତି ଓ ଆସ୍ଥା ଜୀବନର ଅବିଚ୍ଛେଦ୍ୟ ଅଙ୍ଗ । ହେଲେ ଆଜିର ସମୟରେ ଭକ୍ତି ନାମରେ ଅନେକ ଛଳନା ଦେଖାଯାଉଛି । ଧର୍ମ ନାମରେ ବ୍ୟବସାୟ ଚାଲିଛି । ଅନେକ ତଥାକଥିତ ବାବା ଓ ଗୁରୁ ଲୋକଙ୍କ ଆସ୍ଥାର ଫାଇଦା ଉଠାଇ ବିପୁଳ ସମ୍ପତ୍ତି ଅର୍ଜନ କରୁଛନ୍ତି । ସାଧାରଣ ଲୋକ ନିଜ ସମସ୍ୟାର ସମାଧାନ ପାଇଁ ଏମାନଙ୍କ ପାଖକୁ ଯାଉଛନ୍ତି ଓ ଠକାମିର ଶିକାର ହେଉଛନ୍ତି । ମନ୍ଦିରରେ ଦେବତାଙ୍କ ଦର୍ଶନ ପାଇଁ ମଧ୍ୟ ଟଙ୍କା ଦେବାକୁ ପଡ଼ୁଛି । ଭକ୍ତିର ପ୍ରକୃତ ଅର୍ଥ ହେଉଛି ସମର୍ପଣ ଓ ପ୍ରେମ । ମୀରା, ସୁରଦାସ, କବୀର, ତୁଳସୀଦାସ ଆଦି ସନ୍ଥମାନେ ଭକ୍ତିର ପ୍ରକୃତ ଅର୍ଥ ଆମକୁ ଦେଖାଇଛନ୍ତି । ଓଡ଼ିଶାର ଭକ୍ତ କବି ସାଲବେଗ, ଭକ୍ତ ଚରଣ ଦାସ ଓ ଅନ୍ୟମାନେ ଜଗନ୍ନାଥଙ୍କ ପ୍ରତି ଅଗାଧ ଭକ୍ତି ପ୍ରଦର୍ଶନ କରିଥିଲେ । ସେମାନଙ୍କ ଭକ୍ତିରେ କୌଣସି ସ୍ୱାର୍ଥ ନ ଥିଲା । [384,972,610,1277]
sudoku-answer-label: ଗତକାଲିର ପ୍ରଶ୍ନର ଉତ୍ତର [171,1986,286,1997]
sudoku-cell[interactable] [8,1768,46,1802]
bullet-icon: ■ [1088,1500,1099,1513]
sudoku-answer-cell: 5 [186,1920,198,1932]
sudoku-cell[interactable] [307,1699,345,1734]
past-item [1088,1532,1492,1547]
past-item-text: ଦେଶରେ ମୋଟ ୧୮ ଲକ୍ଷ ଏକର ଜମି ପଡ଼ିଆ ରହିଛି ବୋଲି କେନ୍ଦ୍ର ଗ୍ରାମ୍ୟ ଉନ୍ନୟନ ମନ୍ତ୍ରୀ ସଂସଦରେ ସୂଚନା ଦେଇଛନ୍ତି । [1104,1500,1492,1528]
sudoku-answer-cell: 2 [260,1920,272,1932]
sudoku-cell[interactable] [158,1699,195,1734]
sudoku-answer-cell: 5 [272,1932,284,1945]
sudoku-cell[interactable] [195,1562,233,1596]
top-quote-box [384,2,1064,84]
sudoku-cell[interactable]: 4 [195,1665,233,1699]
sudoku-cell[interactable] [8,1802,46,1837]
sudoku-answer-cell: 4 [186,1883,198,1895]
top-quote-text: ସେମାନଙ୍କ ଧନ ଆହରଣ ପାଇଁ ମନ ଓ ଆତ୍ମାକୁ ବିକ୍ରି କରିଦେବେ, ସେଥିରୁ ଦେଶ ଓ ଜାତି କୌଣସି ଉପକାର ପାଇବ ନାହିଁ । ଏମାନଙ୍କ ଉଦ୍ଦେଶ୍ୟ ହେଉଛି ନିଜ ସ୍ୱାର୍ଥ ସାଧନ କରିବା । ଯେଉଁମାନେ ପ୍ରକୃତରେ ଦେଶ ଓ ସମାଜର ହିତ ଚିନ୍ତା କରନ୍ତି, ସେମାନେ ହିଁ ପ୍ରକୃତ ଦେଶପ୍ରେମୀ । [396,8,916,50]
sudoku-cell[interactable] [195,1768,233,1802]
sudoku-cell[interactable] [120,1527,158,1562]
krushi-body-column [760,1914,1106,2334]
sudoku-answer-cell: 6 [186,1907,198,1920]
editorial-headline: କାଗଜ କଲମରେ ହେବ ନାହିଁ [398,88,1054,162]
adhikara-box [1084,2,1496,1456]
editorial-col3-text: କୃଷି ପ୍ରତିଷ୍ଠାନ ନ ହେବା ପର୍ଯ୍ୟନ୍ତ କୃଷକଙ୍କ ଅବସ୍ଥାରେ ସୁଧାର ଆସିବ ନାହିଁ । ସରକାର କୃଷି କ୍ଷେତ୍ରରେ ନିବେଶ ବୃଦ୍ଧି କରିବା ସହ ଜଳସେଚନ ସୁବିଧାର ସମ୍ପ୍ରସାରଣ କରିବା ଆବଶ୍ୟକ । କୃଷକମାନଙ୍କୁ ସହଜରେ ଋଣ ଯୋଗାଇଦେବା ସହ ଫସଲ ବୀମା ଯୋଜନାକୁ ପ୍ରଭାବଶାଳୀ କରାଯିବା ଦରକାର । ଗୋଦାମ ନିର୍ମାଣ ପାଇଁ ଘରୋଇ କ୍ଷେତ୍ରକୁ ପ୍ରୋତ୍ସାହନ ଦିଆଯିବା ଉଚିତ । ଶସ୍ୟ ସଂରକ୍ଷଣ ପାଇଁ ଆଧୁନିକ ପ୍ରଯୁକ୍ତିର ବ୍ୟବହାର କରାଯିବା ଦରକାର । [852,172,1068,324]
sudoku-cell[interactable]: 3 [83,1768,121,1802]
zilla-diary-box [3,700,363,772]
sudoku-answer-cell: 6 [174,1944,186,1957]
sudoku-box [3,1478,363,1997]
chirantani-author: –କାଳିନ୍ଦୀ ଚରଣ ପାଣିଗ୍ରାହୀ [224,110,347,124]
sudoku-cell[interactable] [195,1802,233,1837]
sudoku-cell[interactable]: 5 [232,1733,270,1768]
contact-editorial-label: କେବଳ ସମ୍ବାଦଲେଖା ପାଇଁ ବ୍ୟବହାର କରନ୍ତୁ: [1210,1830,1400,1842]
ei-bharatare-body: ବୋଉ, ଡକାୟତି, ରାହାଜାନି ଓ ଗାଡ଼ି ଲୁଟ ଆଦି ଏବେ ନିତିଦିନିଆ ଘଟଣାରେ ପରିଣତ ହେଉଛି । ପ୍ରତ୍ୟେକ ଦିନ ରାଜ୍ୟର କୌଣସି ନା କୌଣସି ଅଞ୍ଚଳରୁ ଏଭଳି ଖବର ଆସୁଛି । ଲୁଟ କରିବା ପାଇଁ ଦୁର୍ବୃତ୍ତମାନେ ଅଭିନବ କୌଶଳ ମଧ୍ୟ ଆପଣାଉଛନ୍ତି । ପୋଲିସ ପ୍ରଶାସନ ଏସବୁ ଘଟଣାକୁ ରୋକିବାରେ ବିଫଳ ହେଉଥିବା ଅଭିଯୋଗ ହେଉଛି । ଅନେକ କ୍ଷେତ୍ରରେ ଅଭିଯୁକ୍ତଙ୍କୁ ଚିହ୍ନଟ କରାଯାଇପାରୁନାହିଁ । ଦିନ ଦ୍ୱିପ୍ରହରରେ ରାସ୍ତା ଉପରେ ଲୋକଙ୍କ ଗଳାରୁ ହାର ଛିଣ୍ଡାଇ ନେବା, ବ୍ୟାଙ୍କରୁ ଟଙ୍କା ଉଠାଇ ଫେରୁଥିବା ଲୋକଙ୍କୁ ଅନୁସରଣ କରି ଲୁଟ କରିବା ଭଳି ଘଟଣା ବଢ଼ିଚାଲିଛି । ରାତିରେ ଘର ଭାଙ୍ଗି ଚୋରି ଓ ଡକାୟତି ମଧ୍ୟ ଘଟୁଛି । ଗାଡ଼ି ଚାଳକମାନଙ୍କୁ ମାଡ଼ମାରି ଗାଡ଼ି ଛଡ଼ାଇ ନେବା ଘଟଣା ମଧ୍ୟ ଦେଖାଦେଉଛି । ସାଧାରଣ ଲୋକ ଭୟଭୀତ ହୋଇ ଜୀବନ ବିତାଉଛନ୍ତି । ପୋଲିସ ଏବେ ମାମଲା ରୁଜୁ କରି ତଦନ୍ତ ଆରମ୍ଭ କରିଥିବା କହୁଛି, ହେଲେ ଅଭିଯୁକ୍ତମାନେ ଧରାପଡ଼ୁ ନାହାନ୍ତି । ଏଥିପାଇଁ ପୋଲିସର ଭୂମିକାକୁ ନେଇ ପ୍ରଶ୍ନ ଉଠୁଛି । ଅପରାଧ ନିୟନ୍ତ୍ରଣ ପାଇଁ ପ୍ରଶାସନ ତୁରନ୍ତ ପଦକ୍ଷେପ ନେବା ଆବଶ୍ୟକ । [6,178,362,376]
chirantani-box [3,2,363,126]
past-item [1088,1550,1492,1565]
sudoku-answer-cell: 9 [272,1883,284,1895]
sudoku-cell[interactable] [232,1630,270,1665]
sudoku-cell[interactable]: 9 [270,1630,307,1665]
sudoku-cell[interactable] [270,1699,307,1734]
top-quote-author: –ଶ୍ରୀଅରବିନ୍ଦ [826,66,884,79]
aajira-arthaniti-title: ଆଜିର ଅର୍ଥନୀତି [648,543,792,571]
railway-body-column [6,826,362,1462]
sudoku-answer-cell: 8 [198,1871,211,1883]
sudoku-answer-cell: 3 [198,1883,211,1895]
sudoku-cell[interactable] [120,1562,158,1596]
india-map-icon [313,132,357,172]
sudoku-cell[interactable]: 1 [120,1665,158,1699]
bhakti-headline: ଭକ୍ତି ନା ଛଳନା [540,865,918,939]
railway-headline: ରେଳବାଇର ଉପେକ୍ଷା [60,778,308,814]
sudoku-answer-cell: 2 [223,1883,235,1895]
bhakti-col3 [852,972,1068,1434]
sudoku-answer-cell: 1 [247,1883,260,1895]
sudoku-cell[interactable]: 8 [46,1596,83,1631]
sudoku-answer-cell: 2 [235,1907,248,1920]
sudoku-cell[interactable] [270,1562,307,1596]
aspiration-signature: ରବିନାରାୟଣ ଭୂୟାଁ, ସିରିପିଲା, ଜୟପୁର, କଳାହାଣ୍ଡି [1118,1764,1327,1777]
sudoku-answer-cell: 4 [174,1932,186,1945]
sudoku-answer-cell: 9 [260,1907,272,1920]
sudoku-answer-cell: 9 [186,1944,198,1957]
contact-address: ପାଠକ ଶ୍ରେଷ୍ଠ ବିଚାରକ ସ୍ତମ୍ଭ ପାଇଁ ଚିଠି ପଠାଇବାର ଠିକଣା: ସମ୍ପାଦକ, ଧରିତ୍ରୀ, ବି-୨୬, ଇଣ୍ଡଷ୍ଟ୍ରିଆଲ ଇଷ୍ଟେଟ, ଭୁବନେଶ୍ୱର-୭୫୧୦୧୦ [1136,1797,1474,1823]
sudoku-cell[interactable] [83,1733,121,1768]
sudoku-cell[interactable] [158,1630,195,1665]
sudoku-answer-cell: 9 [235,1957,248,1969]
sudoku-answer-cell: 2 [198,1969,211,1981]
bhakti-col2 [618,972,844,1452]
sudoku-cell[interactable] [307,1596,345,1631]
sudoku-answer-cell: 2 [247,1957,260,1969]
sudoku-cell[interactable]: 2 [232,1802,270,1837]
past-item-text: ରାଜ୍ୟର ଅନେକ ସ୍କୁଲରେ ଶିକ୍ଷକ ଅଭାବ ରହିଥିବାରୁ ପଢ଼ାପଢ଼ି ବ୍ୟାହତ ହେଉଛି । [1104,1532,1433,1545]
pathaka-banner [760,1610,1106,1658]
sudoku-answer-note: ଏହାର ଉତ୍ତର ଆସନ୍ତାକାଲି ପ୍ରକାଶ ପାଇବ । [74,1844,272,1857]
past-box [1084,1462,1496,1596]
bullet-icon: ■ [1088,1532,1099,1545]
sudoku-cell[interactable] [46,1733,83,1768]
star-emblem-icon [994,12,1056,74]
contact-email-editorial-note: (Use only for letters to Editor, news & news photos) [1144,1864,1466,1877]
sudoku-cell[interactable] [83,1630,121,1665]
sudoku-answer-cell: 4 [247,1907,260,1920]
bullet-icon: ■ [1088,1549,1099,1563]
sudoku-answer-cell: 9 [223,1895,235,1908]
sudoku-answer-cell: 5 [174,1883,186,1895]
sudoku-answer-grid [173,1870,284,1981]
bhakti-col3-text: ବିଶ୍ୱାସ କରିହୁଏ ନାହିଁ । ଏଠାରେ ଚିନ୍ତା କରିବାର କଥା ଯେ ଭକ୍ତି ଓ ଛଳନା ମଧ୍ୟରେ ପାର୍ଥକ୍ୟ କେଉଁଠି । ମନ୍ଦିରକୁ ଯିବା, ପୂଜା କରିବା, ଉପବାସ ରଖିବା ଭକ୍ତିର ବାହ୍ୟ ପ୍ରକାଶ । କିନ୍ତୁ ଯଦି ମନରେ ଲୋଭ, ଈର୍ଷା, ଅହଂକାର ରହିଥାଏ, ତେବେ ଏସବୁ ଅର୍ଥହୀନ । ପ୍ରକୃତ ଭକ୍ତି ମଣିଷକୁ ନମ୍ର, ଦୟାଳୁ ଓ ସତ୍ୟନିଷ୍ଠ କରେ । ଅନ୍ୟର ଦୁଃଖରେ ଦୁଃଖୀ ହେବା ଓ ସେବା କରିବା ହିଁ ପ୍ରକୃତ ଧର୍ମ । ସ୍ୱାମୀ ବିବେକାନନ୍ଦ କହିଥିଲେ, ଜୀବ ସେବା ହିଁ ଶିବ ସେବା । ଗରିବ, ଅସହାୟ ଓ ପୀଡ଼ିତଙ୍କ ସେବା କରିବା ଭଗବାନଙ୍କ ସେବା ସହ ସମାନ । ଆମେ ଯଦି ଏହି ଭାବନାକୁ ଗ୍ରହଣ କରିବା, ତେବେ ସମାଜରୁ ଛଳନା ଦୂର ହେବ ଓ ପ୍ରକୃତ ଭକ୍ତିର ପରିବେଶ ସୃଷ୍ଟି ହେବ । ଭକ୍ତି ହେଉ ନିର୍ମଳ ଓ ନିଃସ୍ୱାର୍ଥ । [852,972,1068,1201]
